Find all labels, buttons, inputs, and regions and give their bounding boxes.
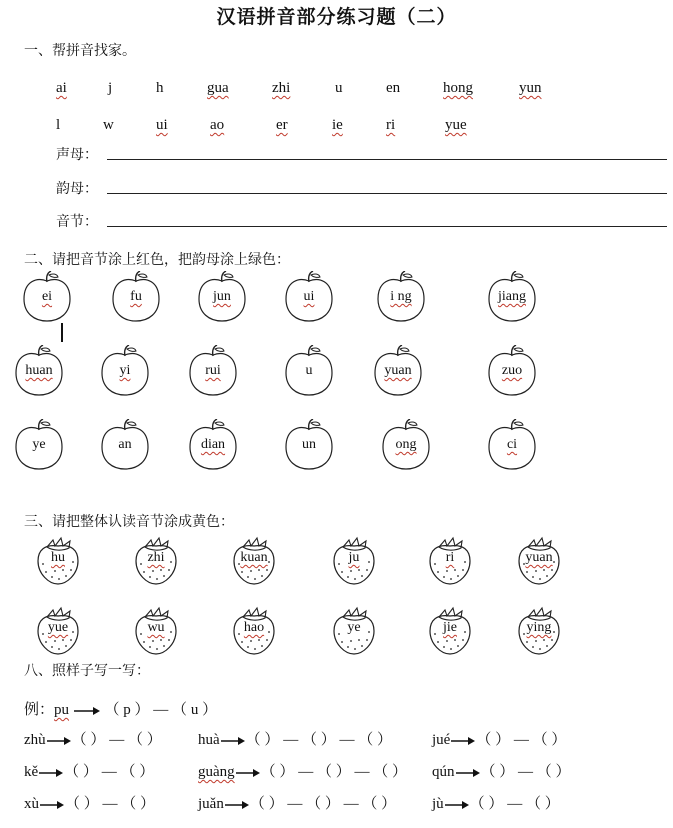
apple-item[interactable] xyxy=(284,345,334,395)
strawberry-label: jie xyxy=(443,620,457,635)
answer-blank[interactable]: （ ） xyxy=(65,796,99,812)
exercise-item xyxy=(432,792,560,813)
apple-item[interactable] xyxy=(373,345,423,395)
exercise-word: kě xyxy=(24,764,39,780)
pinyin-ui: ui xyxy=(156,117,168,133)
pinyin-ri: ri xyxy=(386,117,396,133)
strawberry-item[interactable] xyxy=(516,536,562,586)
apple-label: u xyxy=(305,363,313,378)
strawberry-label: ye xyxy=(347,620,361,635)
dash: — xyxy=(279,732,302,748)
apple-label: an xyxy=(118,437,132,452)
section2-heading: 二、请把音节涂上红色，把韵母涂上绿色： xyxy=(24,252,290,268)
example-dash: — xyxy=(153,702,169,718)
pinyin-er: er xyxy=(276,117,288,133)
answer-blank[interactable]: （ ） xyxy=(121,796,156,812)
strawberry-item[interactable] xyxy=(427,606,473,656)
strawberry-item[interactable] xyxy=(35,536,81,586)
label-yinjie: 音节： xyxy=(56,214,98,230)
dash: — xyxy=(105,732,128,748)
arrow-icon xyxy=(220,736,246,746)
strawberry-label: hu xyxy=(51,550,65,565)
answer-blank[interactable]: （ ） xyxy=(245,732,280,748)
pinyin-w: w xyxy=(103,117,114,133)
answer-blank[interactable]: （ ） xyxy=(536,764,571,780)
label-yunmu: 韵母： xyxy=(56,181,98,197)
exercise-word: guàng xyxy=(198,764,235,780)
answer-blank[interactable]: （ ） xyxy=(260,764,295,780)
exercise-word: huà xyxy=(198,732,220,748)
apple-item[interactable] xyxy=(487,271,537,321)
dash: — xyxy=(283,796,307,812)
answer-blank[interactable]: （ ） xyxy=(480,764,515,780)
apple-item[interactable] xyxy=(284,419,334,469)
exercise-item xyxy=(198,792,396,813)
arrow-icon xyxy=(450,736,476,746)
answer-blank[interactable]: （ ） xyxy=(127,732,162,748)
arrow-icon xyxy=(38,768,64,778)
apple-item[interactable] xyxy=(22,271,72,321)
strawberry-item[interactable] xyxy=(133,606,179,656)
exercise-word: qún xyxy=(432,764,455,780)
arrow-icon xyxy=(235,768,261,778)
strawberry-item[interactable] xyxy=(35,606,81,656)
apple-label: ui xyxy=(303,289,315,304)
pinyin-h: h xyxy=(156,80,164,96)
exercise-item xyxy=(198,760,407,781)
apple-item[interactable] xyxy=(111,271,161,321)
answer-blank[interactable]: （ ） xyxy=(358,732,392,748)
apple-label: yi xyxy=(119,363,131,378)
strawberry-label: ying xyxy=(526,620,552,635)
strawberry-item[interactable] xyxy=(516,606,562,656)
strawberry-label: hao xyxy=(243,620,265,635)
apple-item[interactable] xyxy=(100,419,150,469)
example-close-1: ） xyxy=(134,702,150,718)
apple-item[interactable] xyxy=(197,271,247,321)
apple-label: un xyxy=(302,437,316,452)
pinyin-gua: gua xyxy=(207,80,229,96)
exercise-word: juǎn xyxy=(198,796,224,812)
example-word: pu xyxy=(54,702,70,718)
apple-item[interactable] xyxy=(487,419,537,469)
arrow-icon xyxy=(46,736,72,746)
pinyin-u: u xyxy=(335,80,343,96)
exercise-word: jù xyxy=(432,796,444,812)
example-open-1: （ xyxy=(104,702,120,718)
apple-label: rui xyxy=(205,363,221,378)
apple-label: dian xyxy=(200,437,226,452)
apple-item[interactable] xyxy=(14,419,64,469)
strawberry-label: wu xyxy=(147,620,165,635)
dash: — xyxy=(510,732,533,748)
dash: — xyxy=(98,796,122,812)
arrow-icon xyxy=(73,706,101,716)
apple-label: jun xyxy=(213,289,231,304)
dash: — xyxy=(97,764,121,780)
apple-label: ong xyxy=(395,437,417,452)
pinyin-l: l xyxy=(56,117,61,133)
answer-blank[interactable]: （ ） xyxy=(301,732,336,748)
dash: — xyxy=(503,796,526,812)
exercise-item xyxy=(198,728,392,749)
answer-blank[interactable]: （ ） xyxy=(64,764,98,780)
answer-blank[interactable]: （ ） xyxy=(373,764,407,780)
answer-blank[interactable]: （ ） xyxy=(362,796,397,812)
strawberry-item[interactable] xyxy=(427,536,473,586)
label-shengmu: 声母： xyxy=(56,147,98,163)
section3-heading: 三、请把整体认读音节涂成黄色： xyxy=(24,514,234,530)
exercise-item xyxy=(24,728,162,749)
pinyin-j: j xyxy=(108,80,113,96)
apple-item[interactable] xyxy=(100,345,150,395)
exercise-item xyxy=(24,760,154,781)
answer-blank[interactable]: （ ） xyxy=(532,732,567,748)
text-cursor xyxy=(61,323,63,342)
apple-item[interactable] xyxy=(487,345,537,395)
pinyin-yue: yue xyxy=(445,117,467,133)
strawberry-item[interactable] xyxy=(331,606,377,656)
apple-item[interactable] xyxy=(188,345,238,395)
pinyin-zhi: zhi xyxy=(272,80,291,96)
pinyin-hong: hong xyxy=(443,80,473,96)
arrow-icon xyxy=(39,800,65,810)
answer-blank[interactable]: （ ） xyxy=(306,796,340,812)
exercise-item xyxy=(432,760,571,781)
dash: — xyxy=(339,796,363,812)
answer-blank[interactable]: （ ） xyxy=(249,796,284,812)
dash: — xyxy=(335,732,359,748)
apple-label: ei xyxy=(41,289,53,304)
answer-line-shengmu[interactable] xyxy=(107,159,667,160)
apple-label: ci xyxy=(506,437,518,452)
answer-blank[interactable]: （ ） xyxy=(469,796,504,812)
pinyin-en: en xyxy=(386,80,401,96)
section1-heading: 一、帮拼音找家。 xyxy=(24,43,136,59)
pinyin-yun: yun xyxy=(519,80,542,96)
apple-item[interactable] xyxy=(381,419,431,469)
strawberry-label: kuan xyxy=(240,550,268,565)
page-title: 汉语拼音部分练习题（二） xyxy=(216,6,457,28)
exercise-word: xù xyxy=(24,796,39,812)
arrow-icon xyxy=(444,800,470,810)
strawberry-item[interactable] xyxy=(331,536,377,586)
dash: — xyxy=(294,764,317,780)
apple-label: i ng xyxy=(390,289,412,304)
exercise-item xyxy=(24,792,155,813)
strawberry-item[interactable] xyxy=(231,536,277,586)
pinyin-ai: ai xyxy=(56,80,67,96)
apple-label: jiang xyxy=(498,289,526,304)
strawberry-item[interactable] xyxy=(231,606,277,656)
pinyin-ao: ao xyxy=(210,117,225,133)
section4-heading: 八、照样子写一写： xyxy=(24,663,150,679)
exercise-item xyxy=(432,728,566,749)
strawberry-label: ju xyxy=(348,550,360,565)
apple-label: ye xyxy=(32,437,46,452)
exercise-word: jué xyxy=(432,732,451,748)
strawberry-label: yue xyxy=(47,620,69,635)
apple-label: yuan xyxy=(384,363,412,378)
example-answer-1: p xyxy=(123,702,131,718)
apple-label: fu xyxy=(130,289,142,304)
apple-item[interactable] xyxy=(376,271,426,321)
example-prefix: 例： xyxy=(24,702,55,718)
pinyin-ie: ie xyxy=(332,117,343,133)
example-row xyxy=(24,698,217,719)
answer-line-yinjie[interactable] xyxy=(107,226,667,227)
answer-blank[interactable]: （ ） xyxy=(71,732,106,748)
example-close-2: ） xyxy=(202,702,218,718)
apple-label: zuo xyxy=(501,363,523,378)
answer-blank[interactable]: （ ） xyxy=(476,732,511,748)
apple-item[interactable] xyxy=(284,271,334,321)
arrow-icon xyxy=(224,800,250,810)
example-answer-2: u xyxy=(190,702,199,718)
arrow-icon xyxy=(455,768,481,778)
strawberry-label: ri xyxy=(445,550,455,565)
example-open-2: （ xyxy=(172,702,188,718)
strawberry-label: yuan xyxy=(525,550,553,565)
dash: — xyxy=(350,764,374,780)
answer-blank[interactable]: （ ） xyxy=(120,764,155,780)
answer-line-yunmu[interactable] xyxy=(107,193,667,194)
answer-blank[interactable]: （ ） xyxy=(525,796,560,812)
apple-item[interactable] xyxy=(188,419,238,469)
dash: — xyxy=(514,764,537,780)
answer-blank[interactable]: （ ） xyxy=(316,764,351,780)
apple-label: huan xyxy=(25,363,53,378)
strawberry-label: zhi xyxy=(147,550,165,565)
strawberry-item[interactable] xyxy=(133,536,179,586)
exercise-word: zhù xyxy=(24,732,46,748)
apple-item[interactable] xyxy=(14,345,64,395)
